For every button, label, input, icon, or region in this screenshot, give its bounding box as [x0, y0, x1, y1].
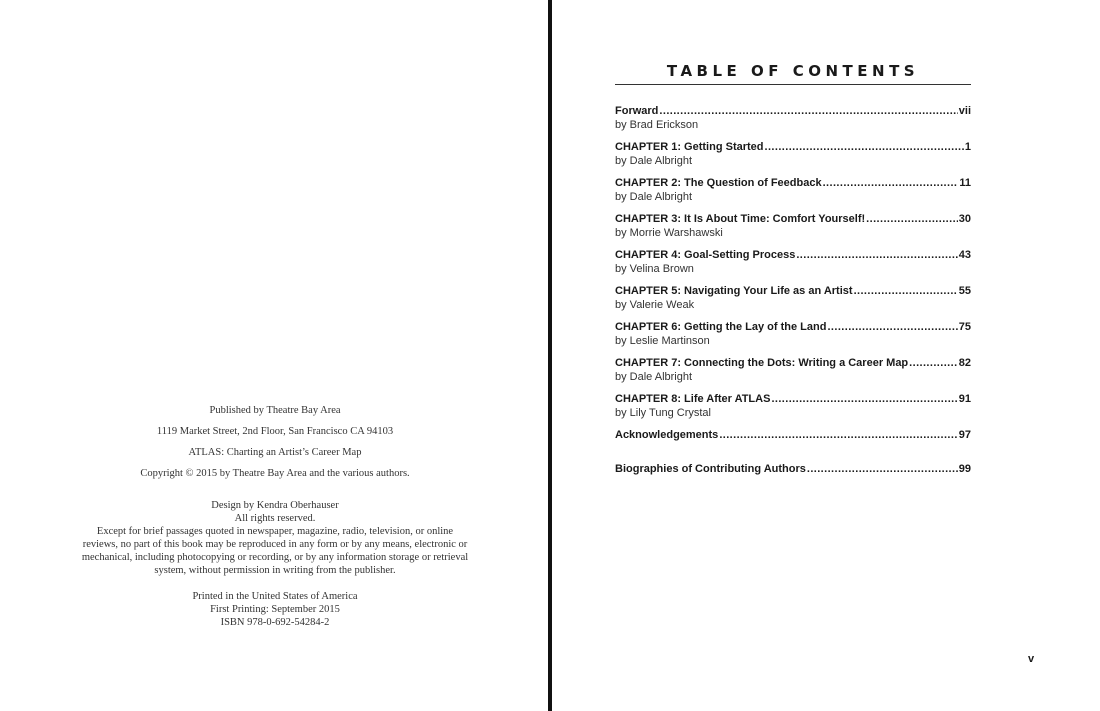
toc-entry-chapter-8[interactable] — [615, 392, 971, 428]
toc-entry-forward[interactable] — [615, 104, 971, 140]
notice-line: system, without permission in writing from the publisher. — [154, 565, 396, 576]
toc-entry-title: CHAPTER 6: Getting the Lay of the Land — [615, 321, 827, 333]
dot-leader — [854, 284, 958, 298]
isbn-line: ISBN 978-0-692-54284-2 — [220, 617, 330, 628]
toc-page-number: 75 — [958, 321, 971, 333]
toc-page-number: 30 — [958, 213, 971, 225]
toc-entry-title: CHAPTER 7: Connecting the Dots: Writing a Career Map — [615, 357, 909, 369]
dot-leader — [659, 104, 957, 118]
toc-page-number: vii — [958, 105, 971, 117]
dot-leader — [866, 212, 958, 226]
toc-entry-title: Forward — [615, 105, 659, 117]
toc-entry-chapter-5[interactable] — [615, 284, 971, 320]
toc-page-number: 97 — [958, 429, 971, 441]
toc-heading: TABLE OF CONTENTS — [666, 62, 920, 80]
book-title-line: ATLAS: Charting an Artist’s Career Map — [188, 447, 362, 458]
toc-entry-title: CHAPTER 3: It Is About Time: Comfort Yourself! — [615, 213, 866, 225]
toc-divider — [615, 84, 971, 85]
toc-page-number: 1 — [964, 141, 971, 153]
toc-entry-author: by Valerie Weak — [615, 299, 695, 311]
toc-entry-author: by Morrie Warshawski — [615, 227, 723, 239]
toc-page-number: 91 — [958, 393, 971, 405]
toc-entry-author: by Dale Albright — [615, 191, 693, 203]
notice-line: mechanical, including photocopying or recording, or by any information storage or retrieval — [81, 552, 469, 563]
dot-leader — [807, 462, 958, 476]
toc-entry-chapter-1[interactable] — [615, 140, 971, 176]
toc-page-number: 99 — [958, 463, 971, 475]
toc-entry-chapter-6[interactable] — [615, 320, 971, 356]
toc-entry-title: CHAPTER 1: Getting Started — [615, 141, 764, 153]
toc-entry-title: CHAPTER 4: Goal-Setting Process — [615, 249, 796, 261]
toc-entry-chapter-3[interactable] — [615, 212, 971, 248]
copyright-block — [60, 404, 490, 629]
dot-leader — [796, 248, 957, 262]
toc-entry-title: Acknowledgements — [615, 429, 719, 441]
printed-line: Printed in the United States of America — [192, 591, 358, 602]
toc-entry-author: by Lily Tung Crystal — [615, 407, 711, 419]
toc-entry-title: CHAPTER 8: Life After ATLAS — [615, 393, 771, 405]
toc-entry-chapter-4[interactable] — [615, 248, 971, 284]
notice-line: Except for brief passages quoted in newspaper, magazine, radio, television, or online — [96, 526, 454, 537]
notice-line: reviews, no part of this book may be reproduced in any form or by any means, electronic or — [82, 539, 468, 550]
toc-entry-title: Biographies of Contributing Authors — [615, 463, 806, 475]
dot-leader — [827, 320, 957, 334]
toc-entry-author: by Dale Albright — [615, 155, 693, 167]
address-line: 1119 Market Street, 2nd Floor, San Francisco CA 94103 — [156, 426, 394, 437]
toc-entry-author: by Leslie Martinson — [615, 335, 710, 347]
toc-entry-author: by Dale Albright — [615, 371, 693, 383]
publisher-line: Published by Theatre Bay Area — [209, 405, 341, 416]
toc-entry-title: CHAPTER 2: The Question of Feedback — [615, 177, 822, 189]
toc-entry-acknowledgements[interactable] — [615, 428, 971, 462]
toc-entry-author: by Brad Erickson — [615, 119, 699, 131]
toc-entry-biographies[interactable] — [615, 462, 971, 498]
table-of-contents — [615, 104, 971, 498]
rights-reserved: All rights reserved. — [234, 513, 316, 524]
toc-entry-title: CHAPTER 5: Navigating Your Life as an Artist — [615, 285, 853, 297]
toc-entry-chapter-7[interactable] — [615, 356, 971, 392]
dot-leader — [719, 428, 957, 442]
toc-page-number: 11 — [959, 177, 971, 189]
toc-entry-chapter-2[interactable] — [615, 176, 971, 212]
toc-entry-author: by Velina Brown — [615, 263, 694, 275]
dot-leader — [823, 176, 959, 190]
page-number: v — [1028, 653, 1035, 665]
design-credit: Design by Kendra Oberhauser — [211, 500, 339, 511]
toc-page-number: 43 — [958, 249, 971, 261]
dot-leader — [771, 392, 957, 406]
copyright-line: Copyright © 2015 by Theatre Bay Area and the various authors. — [140, 468, 410, 479]
first-printing-line: First Printing: September 2015 — [210, 604, 340, 615]
toc-page-number: 82 — [958, 357, 971, 369]
toc-page-number: 55 — [958, 285, 971, 297]
dot-leader — [909, 356, 958, 370]
dot-leader — [765, 140, 964, 154]
